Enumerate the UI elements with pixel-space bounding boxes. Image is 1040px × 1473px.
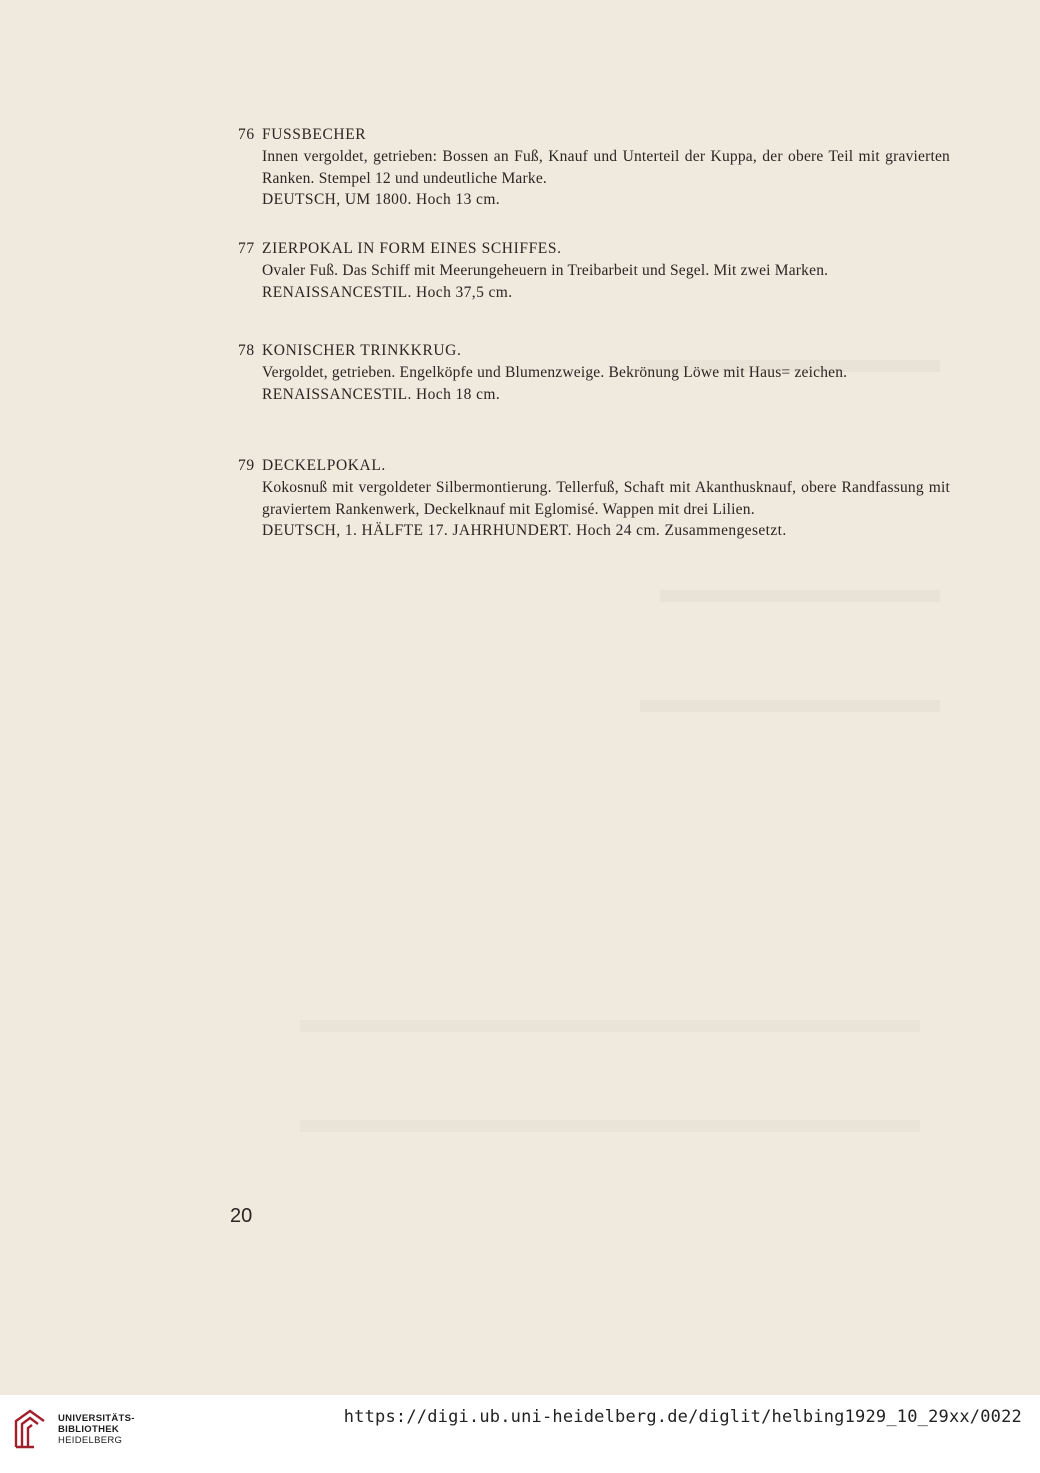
- entry-number: 76: [238, 126, 255, 143]
- entry-heading: [238, 124, 950, 146]
- catalog-entry: [238, 340, 950, 405]
- entry-origin: RENAISSANCESTIL. Hoch 18 cm.: [262, 385, 501, 403]
- entry-heading: [238, 238, 950, 260]
- entry-origin: DEUTSCH, UM 1800. Hoch 13 cm.: [262, 191, 501, 208]
- entry-number: 78: [238, 342, 255, 359]
- entry-title: KONISCHER TRINKKRUG.: [262, 342, 462, 359]
- footer-bar: [0, 1395, 1040, 1473]
- entry-heading: [238, 340, 950, 362]
- entry-heading: [238, 455, 950, 477]
- entry-title: FUSSBECHER: [262, 126, 367, 143]
- entry-description: Ovaler Fuß. Das Schiff mit Meerungeheuern in Treibarbeit und Segel. Mit zwei Marken.: [262, 262, 829, 279]
- catalog-entry: [238, 455, 950, 542]
- catalog-entry: [238, 238, 950, 303]
- library-line-1: UNIVERSITÄTS-: [58, 1413, 135, 1424]
- catalog-entry: [238, 124, 950, 211]
- entry-description: Kokosnuß mit vergoldeter Silbermontierung. Tellerfuß, Schaft mit Akanthusknauf, obere Randfassung mit graviertem Rankenwerk, Deckelknauf mit Eglomisé. Wappen mit drei Lilien.: [262, 479, 950, 518]
- entry-description: Vergoldet, getrieben. Engelköpfe und Blumenzweige. Bekrönung Löwe mit Haus= zeichen.: [262, 364, 848, 381]
- entry-number: 79: [238, 457, 255, 474]
- library-name: [58, 1413, 135, 1446]
- entry-title: ZIERPOKAL IN FORM EINES SCHIFFES.: [262, 240, 562, 257]
- library-line-3: HEIDELBERG: [58, 1435, 123, 1446]
- entry-description: Innen vergoldet, getrieben: Bossen an Fuß, Knauf und Unterteil der Kuppa, der obere Teil mit gravierten Ranken. Stempel 12 und undeutliche Marke.: [262, 148, 950, 187]
- source-url-link[interactable]: https://digi.ub.uni-heidelberg.de/diglit/helbing1929_10_29xx/0022: [343, 1407, 1022, 1427]
- entry-number: 77: [238, 240, 255, 257]
- entry-title: DECKELPOKAL.: [262, 457, 386, 474]
- library-logo-icon: [12, 1407, 48, 1451]
- library-line-2: BIBLIOTHEK: [58, 1424, 120, 1435]
- page-number: 20: [230, 1205, 253, 1227]
- entry-origin: RENAISSANCESTIL. Hoch 37,5 cm.: [262, 283, 513, 301]
- entry-origin: DEUTSCH, 1. HÄLFTE 17. JAHRHUNDERT. Hoch 24 cm. Zusammengesetzt.: [262, 522, 787, 539]
